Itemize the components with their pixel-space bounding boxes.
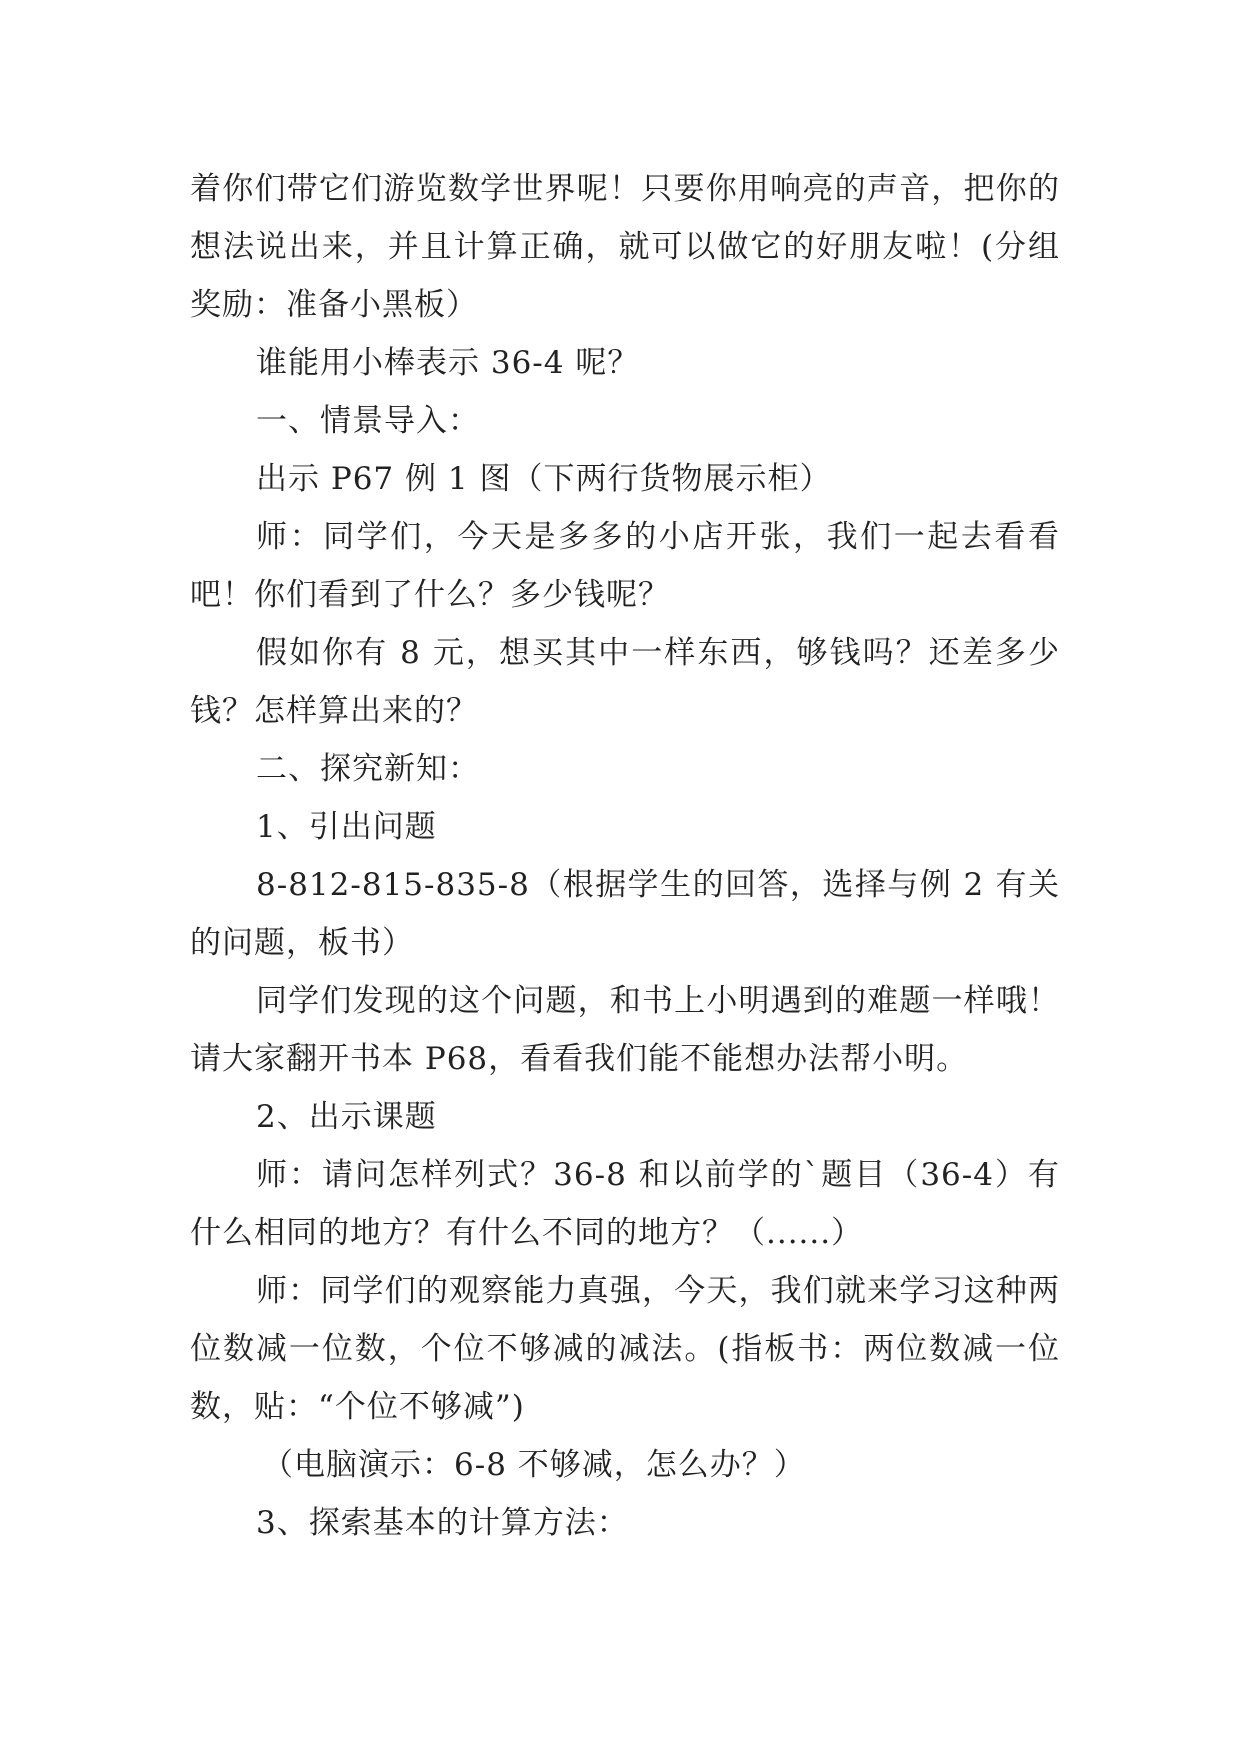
paragraph: 8-812-815-835-8（根据学生的回答，选择与例 2 有关的问题，板书） [190,867,1060,961]
paragraph: 师：同学们，今天是多多的小店开张，我们一起去看看吧！你们看到了什么？多少钱呢？ [190,519,1060,613]
paragraph: 师：同学们的观察能力真强，今天，我们就来学习这种两位数减一位数，个位不够减的减法。(指板书：两位数减一位数，贴：“个位不够减”) [190,1273,1060,1425]
paragraph: 谁能用小棒表示 36-4 呢？ [256,345,640,381]
subsection-heading: 1、引出问题 [256,809,437,845]
paragraph: （电脑演示：6-8 不够减，怎么办？） [262,1447,806,1483]
paragraph: 假如你有 8 元，想买其中一样东西，够钱吗？还差多少钱？怎样算出来的？ [190,635,1060,729]
paragraph: 着你们带它们游览数学世界呢！只要你用响亮的声音，把你的想法说出来，并且计算正确，就可以做它的好朋友啦！(分组奖励：准备小黑板） [190,171,1060,323]
paragraph: 师：请问怎样列式？36-8 和以前学的`题目（36-4）有什么相同的地方？有什么不同的地方？（......） [190,1157,1060,1251]
section-heading: 一、情景导入： [256,403,480,439]
section-heading: 二、探究新知： [256,751,480,787]
subsection-heading: 3、探索基本的计算方法： [256,1505,629,1541]
document-body [190,160,1060,1552]
paragraph: 出示 P67 例 1 图（下两行货物展示柜） [256,461,832,497]
subsection-heading: 2、出示课题 [256,1099,437,1135]
paragraph: 同学们发现的这个问题，和书上小明遇到的难题一样哦！请大家翻开书本 P68，看看我们能不能想办法帮小明。 [190,983,1060,1077]
